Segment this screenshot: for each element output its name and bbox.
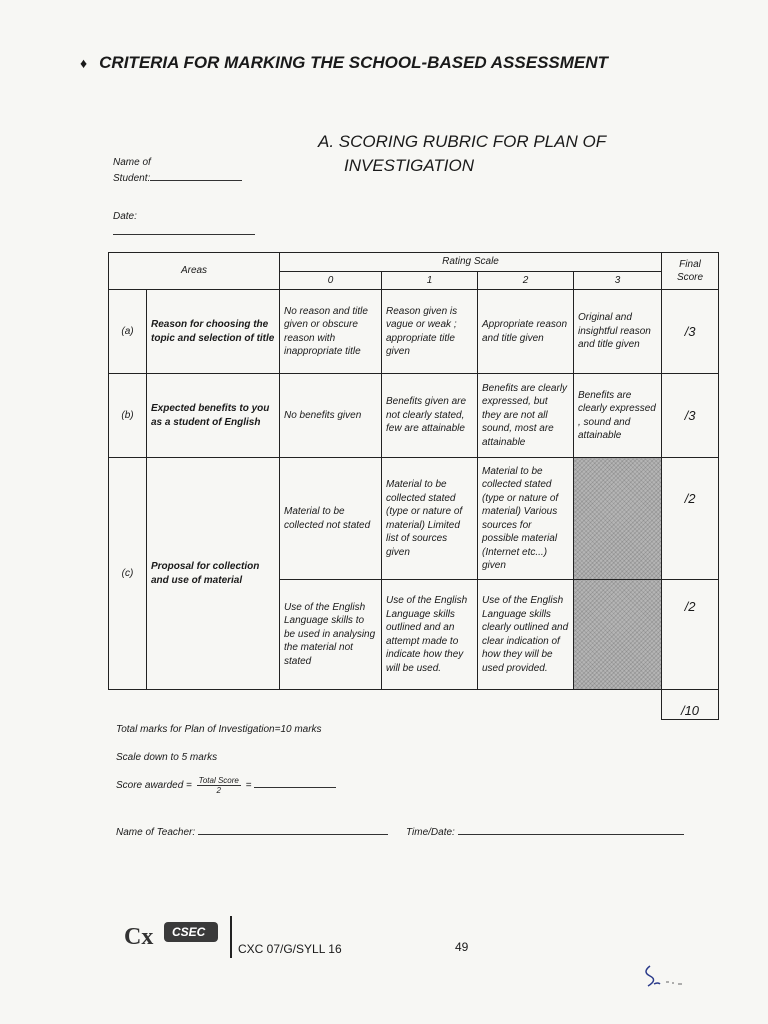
total-score-cell: /10 bbox=[662, 690, 719, 720]
score-fraction bbox=[197, 776, 241, 795]
timedate-field bbox=[406, 824, 684, 838]
rating-cell: Benefits given are not clearly stated, few are attainable bbox=[382, 374, 478, 458]
diamond-bullet-icon: ♦ bbox=[80, 55, 88, 71]
row-label: (b) bbox=[109, 374, 147, 458]
rating-cell: Material to be collected not stated bbox=[280, 458, 382, 580]
rating-cell: No benefits given bbox=[280, 374, 382, 458]
scale-value: 2 bbox=[478, 271, 574, 290]
final-score-cell: /2 bbox=[662, 458, 719, 580]
row-area: Reason for choosing the topic and selection of title bbox=[147, 290, 280, 374]
timedate-line[interactable] bbox=[458, 824, 684, 835]
page-header bbox=[80, 53, 608, 73]
table-header-row bbox=[109, 253, 719, 272]
section-title-line1: A. SCORING RUBRIC FOR PLAN OF bbox=[318, 132, 607, 151]
syllabus-code: CXC 07/G/SYLL 16 bbox=[238, 942, 342, 956]
rating-cell: Benefits are clearly expressed, but they are not all sound, most are attainable bbox=[478, 374, 574, 458]
scale-down-text: Scale down to 5 marks bbox=[116, 752, 218, 763]
svg-text:Cx: Cx bbox=[124, 924, 154, 950]
timedate-label: Time/Date: bbox=[406, 827, 455, 838]
scale-value: 3 bbox=[574, 271, 662, 290]
rating-cell: Material to be collected stated (type or nature of material) Various sources for possible material (Internet etc...) given bbox=[478, 458, 574, 580]
rating-scale-header: Rating Scale bbox=[280, 253, 662, 272]
table-row bbox=[109, 290, 719, 374]
fraction-denominator: 2 bbox=[216, 786, 221, 795]
scale-value: 1 bbox=[382, 271, 478, 290]
row-label: (c) bbox=[109, 458, 147, 690]
rating-cell: No reason and title given or obscure reason with inappropriate title bbox=[280, 290, 382, 374]
score-awarded-label: Score awarded = bbox=[116, 780, 192, 792]
date-field-label: Date: bbox=[113, 211, 137, 222]
student-name-field bbox=[113, 156, 242, 186]
row-area: Proposal for collection and use of material bbox=[147, 458, 280, 690]
scoring-rubric-table bbox=[108, 252, 719, 720]
final-score-cell: /3 bbox=[662, 374, 719, 458]
rating-cell: Use of the English Language skills outlined and an attempt made to indicate how they will be used. bbox=[382, 580, 478, 690]
final-score-cell: /2 bbox=[662, 580, 719, 690]
shaded-cell bbox=[574, 580, 662, 690]
areas-header: Areas bbox=[109, 253, 280, 290]
teacher-field bbox=[116, 824, 388, 838]
teacher-name-line[interactable] bbox=[198, 824, 388, 835]
student-name-label-1: Name of bbox=[113, 157, 151, 168]
handwritten-mark-icon bbox=[640, 962, 700, 992]
total-spacer bbox=[109, 690, 662, 720]
student-name-label-2: Student: bbox=[113, 173, 151, 184]
row-area: Expected benefits to you as a student of English bbox=[147, 374, 280, 458]
date-field-line[interactable] bbox=[113, 234, 255, 235]
rating-cell: Use of the English Language skills clearly outlined and clear indication of how they will be used provided. bbox=[478, 580, 574, 690]
rating-cell: Original and insightful reason and title given bbox=[574, 290, 662, 374]
rating-cell: Benefits are clearly expressed , sound and attainable bbox=[574, 374, 662, 458]
rating-cell: Material to be collected stated (type or nature of material) Limited list of sources given bbox=[382, 458, 478, 580]
final-score-cell: /3 bbox=[662, 290, 719, 374]
table-row bbox=[109, 458, 719, 580]
teacher-label: Name of Teacher: bbox=[116, 827, 196, 838]
equals-sign: = bbox=[245, 780, 252, 792]
final-score-header: Final Score bbox=[662, 253, 719, 290]
page-number: 49 bbox=[455, 940, 469, 954]
scale-value: 0 bbox=[280, 271, 382, 290]
section-title bbox=[318, 130, 606, 178]
table-row bbox=[109, 374, 719, 458]
total-marks-text: Total marks for Plan of Investigation=10 marks bbox=[116, 724, 322, 735]
footer-divider bbox=[230, 916, 232, 958]
score-awarded-line bbox=[116, 776, 336, 795]
fraction-numerator: Total Score bbox=[198, 776, 239, 785]
shaded-cell bbox=[574, 458, 662, 580]
rating-cell: Reason given is vague or weak ; appropriate title given bbox=[382, 290, 478, 374]
row-label: (a) bbox=[109, 290, 147, 374]
cxc-csec-logo bbox=[122, 918, 222, 954]
rating-cell: Use of the English Language skills to be used in analysing the material not stated bbox=[280, 580, 382, 690]
score-awarded-line-blank[interactable] bbox=[254, 777, 336, 788]
csec-logo-text: CSEC bbox=[172, 925, 206, 939]
rating-cell: Appropriate reason and title given bbox=[478, 290, 574, 374]
header-title: CRITERIA FOR MARKING THE SCHOOL-BASED ASSESSMENT bbox=[99, 53, 608, 72]
total-row bbox=[109, 690, 719, 720]
section-title-line2: INVESTIGATION bbox=[344, 156, 475, 175]
student-name-line[interactable] bbox=[150, 170, 242, 181]
